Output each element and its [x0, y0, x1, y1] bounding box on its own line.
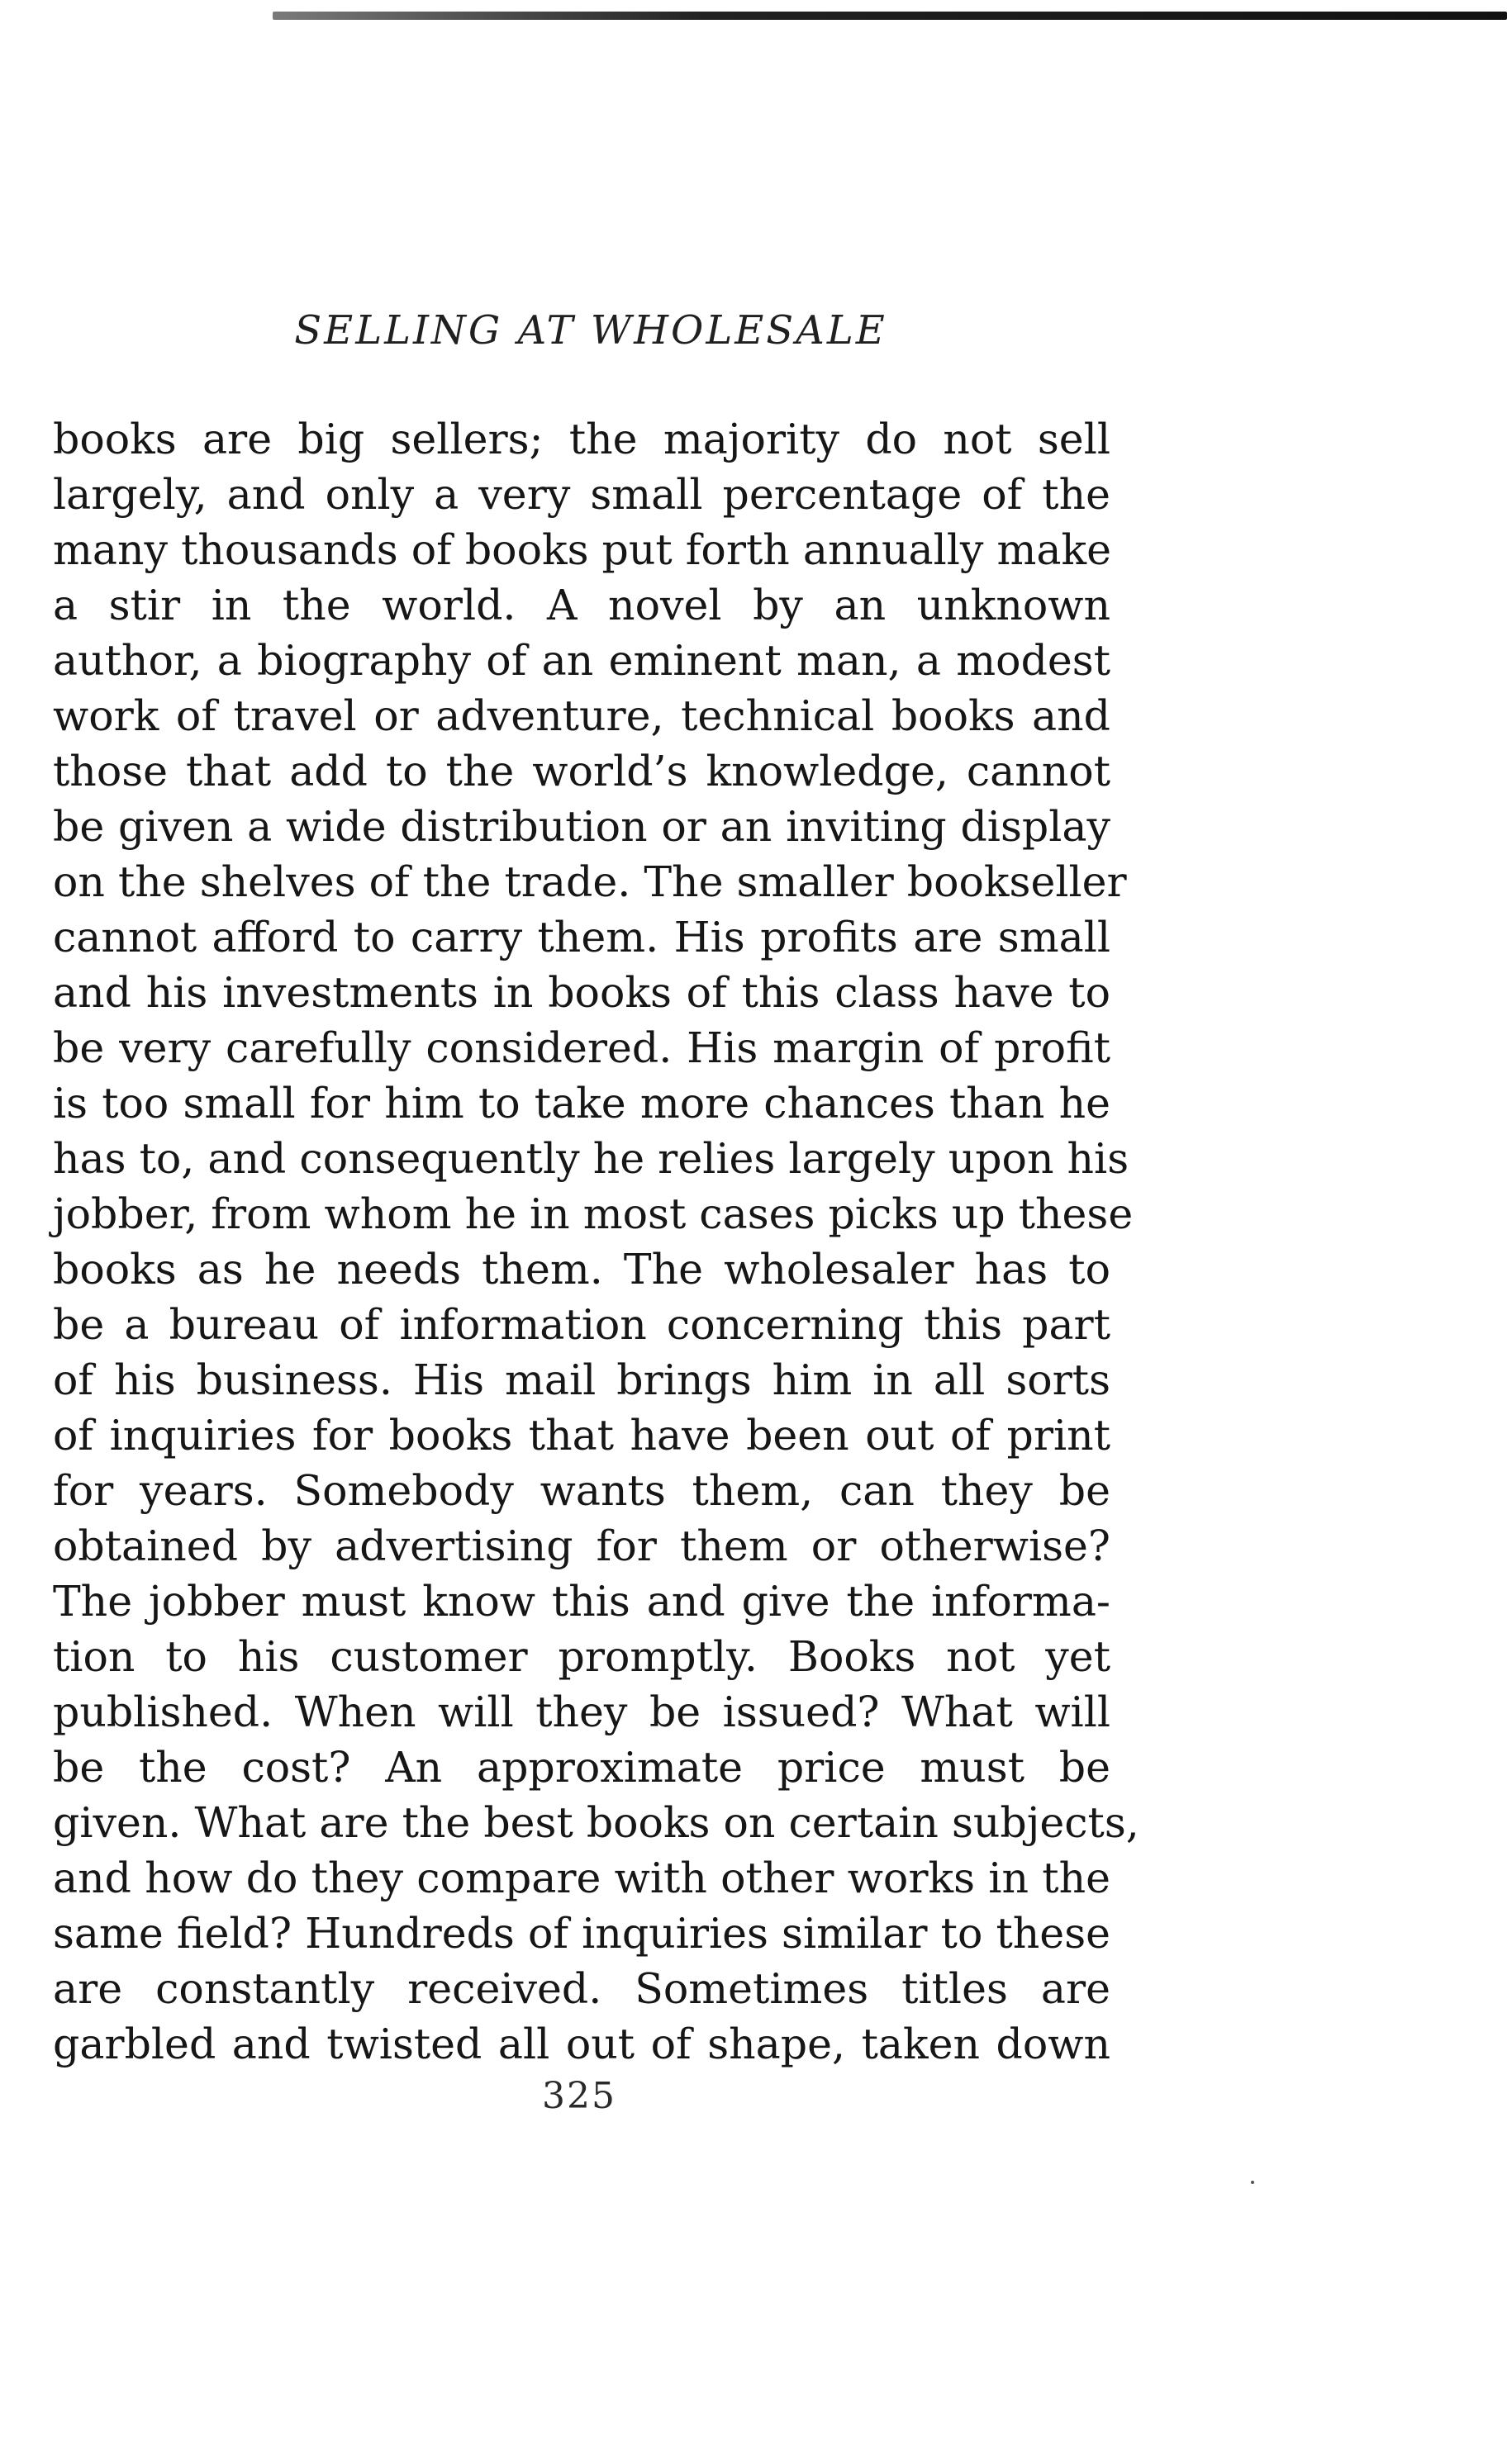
- body-text: [53, 411, 1139, 2072]
- text-line: largely, and only a very small percentage of the: [53, 470, 1110, 519]
- text-line: jobber, from whom he in most cases picks up these: [53, 1189, 1134, 1238]
- text-line: of inquiries for books that have been out of print: [53, 1411, 1110, 1460]
- scan-speck: [1251, 2181, 1254, 2184]
- text-line: those that add to the world’s knowledge, cannot: [53, 747, 1110, 795]
- text-line: for years. Somebody wants them, can they be: [53, 1466, 1110, 1515]
- text-line: be very carefully considered. His margin of profit: [53, 1023, 1110, 1072]
- text-line: books are big sellers; the majority do not sell: [53, 415, 1110, 463]
- text-line: and his investments in books of this class have to: [53, 968, 1110, 1017]
- text-line: be a bureau of information concerning this part: [53, 1300, 1110, 1349]
- text-line: of his business. His mail brings him in all sorts: [53, 1355, 1110, 1404]
- text-line: The jobber must know this and give the informa-: [53, 1577, 1110, 1626]
- text-line: garbled and twisted all out of shape, taken down: [53, 2020, 1110, 2068]
- text-line: published. When will they be issued? What will: [53, 1688, 1110, 1736]
- text-line: given. What are the best books on certain subjects,: [53, 1798, 1139, 1847]
- text-line: and how do they compare with other works in the: [53, 1854, 1110, 1902]
- text-line: has to, and consequently he relies largely upon his: [53, 1134, 1129, 1183]
- running-header: SELLING AT WHOLESALE: [294, 307, 887, 354]
- text-line: on the shelves of the trade. The smaller bookseller: [53, 857, 1127, 906]
- text-line: author, a biography of an eminent man, a modest: [53, 636, 1110, 685]
- text-line: cannot afford to carry them. His profits are small: [53, 913, 1110, 961]
- text-line: be the cost? An approximate price must be: [53, 1743, 1110, 1792]
- text-line: obtained by advertising for them or otherwise?: [53, 1522, 1110, 1570]
- text-line: tion to his customer promptly. Books not yet: [53, 1632, 1110, 1681]
- top-rule: [273, 12, 1507, 20]
- text-line: books as he needs them. The wholesaler has to: [53, 1245, 1110, 1294]
- text-line: same field? Hundreds of inquiries similar to these: [53, 1909, 1110, 1958]
- text-line: are constantly received. Sometimes titles are: [53, 1964, 1110, 2013]
- text-line: a stir in the world. A novel by an unknown: [53, 581, 1110, 629]
- text-line: is too small for him to take more chances than he: [53, 1079, 1110, 1128]
- text-line: many thousands of books put forth annually make: [53, 525, 1111, 574]
- text-line: work of travel or adventure, technical books and: [53, 691, 1110, 740]
- text-line: be given a wide distribution or an inviting display: [53, 802, 1110, 851]
- page-number: 325: [542, 2075, 616, 2117]
